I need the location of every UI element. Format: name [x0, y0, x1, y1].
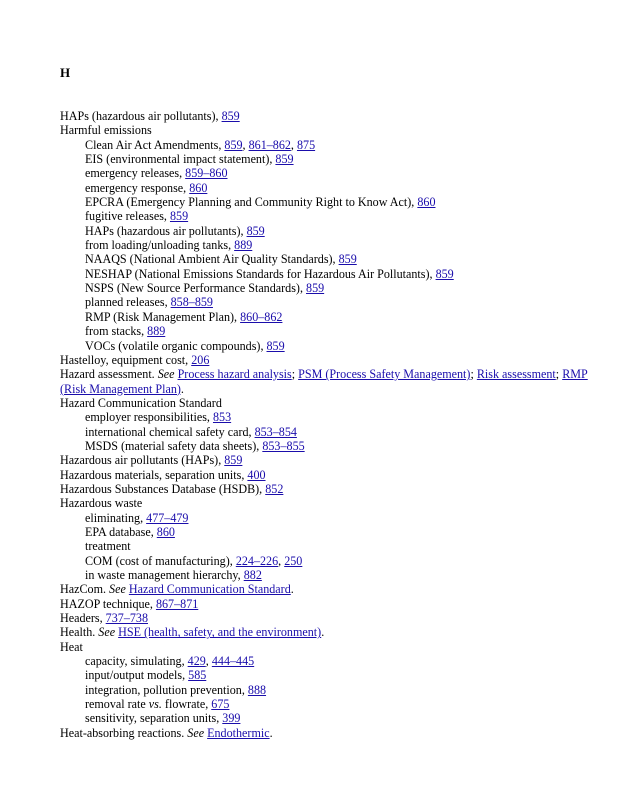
- index-entries: [60, 109, 595, 740]
- page-reference-link[interactable]: 858–859: [170, 295, 213, 310]
- index-entry: [60, 640, 595, 654]
- entry-text: HAPs (hazardous air pollutants),: [60, 109, 222, 123]
- index-entry: [60, 396, 595, 410]
- index-subentry: [60, 310, 595, 324]
- index-subentry: [60, 166, 595, 180]
- entry-text: Health.: [60, 625, 99, 640]
- page-reference-link[interactable]: 859–860: [185, 166, 228, 181]
- page-reference-link[interactable]: 860–862: [240, 309, 283, 324]
- entry-text: ;: [291, 367, 299, 382]
- index-entry: [60, 582, 595, 596]
- page-reference-link[interactable]: 737–738: [105, 611, 148, 626]
- see-reference-label: See: [109, 582, 126, 597]
- entry-text: HAPs (hazardous air pollutants),: [85, 223, 247, 238]
- see-reference-label: See: [157, 367, 175, 382]
- index-subentry: [60, 224, 595, 238]
- page-reference-link[interactable]: 224–226: [235, 553, 279, 568]
- entry-text: NAAQS (National Ambient Air Quality Standards),: [85, 252, 339, 267]
- page-reference-link[interactable]: 867–871: [155, 596, 199, 611]
- index-subentry: [60, 525, 595, 539]
- entry-text: ,: [242, 137, 249, 152]
- entry-text: MSDS (material safety data sheets),: [85, 438, 263, 453]
- entry-text: HazCom.: [60, 582, 110, 597]
- page-reference-link[interactable]: 429: [187, 654, 206, 669]
- entry-text: Hazardous air pollutants (HAPs),: [60, 453, 225, 468]
- page-reference-link[interactable]: 859: [435, 266, 454, 281]
- index-entry: [60, 353, 595, 367]
- entry-text: EIS (environmental impact statement),: [85, 152, 276, 167]
- index-subentry: [60, 568, 595, 582]
- index-subentry: [60, 152, 595, 166]
- page-reference-link[interactable]: 859: [169, 209, 189, 224]
- index-entry: [60, 453, 595, 467]
- entry-text: Hazardous waste: [60, 496, 143, 511]
- entry-text: ,: [278, 553, 285, 568]
- index-entry: [60, 625, 595, 639]
- page-reference-link[interactable]: 400: [247, 467, 266, 482]
- page-reference-link[interactable]: 853–854: [254, 424, 297, 439]
- entry-text: ,: [205, 654, 212, 669]
- entry-text: sensitivity, separation units,: [85, 711, 223, 726]
- see-reference-label: See: [187, 725, 205, 740]
- index-subentry: [60, 339, 595, 353]
- entry-text: .: [269, 725, 273, 740]
- page-reference-link[interactable]: Hazard Communication Standard: [128, 582, 291, 597]
- page-reference-link[interactable]: 860: [417, 195, 436, 210]
- index-subentry: [60, 511, 595, 525]
- index-subentry: [60, 554, 595, 568]
- index-subentry: [60, 711, 595, 725]
- index-entry: [60, 109, 595, 123]
- index-subentry: [60, 209, 595, 223]
- entry-text: Hazardous Substances Database (HSDB),: [60, 481, 266, 496]
- page-reference-link[interactable]: PSM (Process Safety Management): [298, 367, 471, 382]
- index-subentry: [60, 425, 595, 439]
- index-subentry: [60, 267, 595, 281]
- page-reference-link[interactable]: 889: [147, 324, 166, 339]
- page-reference-link[interactable]: HSE (health, safety, and the environment): [118, 625, 322, 640]
- page-reference-link[interactable]: 859: [338, 252, 357, 267]
- index-entry: [60, 123, 595, 137]
- page-reference-link[interactable]: 399: [222, 711, 241, 726]
- index-subentry: [60, 683, 595, 697]
- entry-text: VOCs (volatile organic compounds),: [85, 338, 267, 353]
- entry-text: Hazard assessment.: [60, 367, 158, 382]
- index-entry: [60, 611, 595, 625]
- page-reference-link[interactable]: 859: [224, 453, 243, 468]
- index-subentry: [60, 238, 595, 252]
- index-subentry: [60, 668, 595, 682]
- entry-text: integration, pollution prevention,: [85, 682, 248, 697]
- entry-text: .: [290, 582, 294, 597]
- entry-text: HAZOP technique,: [60, 596, 156, 611]
- page-reference-link[interactable]: 875: [296, 137, 316, 152]
- index-entry: [60, 496, 595, 510]
- page-reference-link[interactable]: Endothermic: [207, 725, 270, 740]
- page-reference-link[interactable]: 859: [275, 152, 294, 167]
- see-reference-label: vs.: [148, 697, 162, 712]
- index-entry: [60, 482, 595, 496]
- entry-text: treatment: [85, 539, 131, 554]
- index-entry: [60, 726, 595, 740]
- entry-text: flowrate,: [161, 697, 212, 712]
- page-reference-link[interactable]: 853: [212, 410, 232, 425]
- page-reference-link[interactable]: 859: [306, 281, 325, 296]
- entry-text: Clean Air Act Amendments,: [85, 137, 225, 152]
- entry-text: capacity, simulating,: [85, 654, 188, 669]
- index-entry: [60, 597, 595, 611]
- page-reference-link[interactable]: 882: [243, 568, 262, 582]
- page-reference-link[interactable]: 477–479: [146, 510, 189, 525]
- page-reference-link[interactable]: 859: [221, 109, 240, 123]
- page-reference-link[interactable]: 860: [156, 524, 175, 539]
- page-reference-link[interactable]: 444–445: [211, 654, 255, 669]
- entry-text: EPA database,: [85, 524, 157, 539]
- index-subentry: [60, 195, 595, 209]
- page-reference-link[interactable]: 853–855: [262, 438, 305, 453]
- page-reference-link[interactable]: 888: [247, 682, 267, 697]
- entry-text: ,: [290, 137, 297, 152]
- entry-text: EPCRA (Emergency Planning and Community Right to Know Act),: [85, 195, 418, 210]
- entry-text: planned releases,: [85, 295, 171, 310]
- index-subentry: [60, 181, 595, 195]
- index-subentry: [60, 539, 595, 553]
- entry-text: NESHAP (National Emissions Standards for Hazardous Air Pollutants),: [85, 266, 436, 281]
- entry-text: in waste management hierarchy,: [85, 568, 244, 582]
- page-reference-link[interactable]: Process hazard analysis: [177, 367, 292, 382]
- entry-text: Heat: [60, 639, 83, 654]
- entry-text: Harmful emissions: [60, 123, 152, 138]
- index-entry: [60, 367, 595, 396]
- index-subentry: [60, 138, 595, 152]
- entry-text: from loading/unloading tanks,: [85, 238, 235, 253]
- page-reference-link[interactable]: 206: [191, 352, 210, 367]
- page-reference-link[interactable]: 859: [224, 137, 243, 152]
- entry-text: NSPS (New Source Performance Standards),: [85, 281, 307, 296]
- entry-text: emergency releases,: [85, 166, 186, 181]
- page-reference-link[interactable]: 250: [284, 553, 303, 568]
- section-letter-heading: H: [60, 65, 71, 80]
- entry-text: employer responsibilities,: [85, 410, 213, 425]
- entry-text: Hazardous materials, separation units,: [60, 467, 248, 482]
- entry-text: COM (cost of manufacturing),: [85, 553, 236, 568]
- entry-text: Heat-absorbing reactions.: [60, 725, 188, 740]
- page-reference-link[interactable]: 859: [246, 223, 265, 238]
- entry-text: ;: [555, 367, 563, 382]
- index-subentry: [60, 281, 595, 295]
- page-reference-link[interactable]: 585: [188, 668, 207, 683]
- entry-text: emergency response,: [85, 180, 190, 195]
- index-subentry: [60, 439, 595, 453]
- entry-text: from stacks,: [85, 324, 148, 339]
- entry-text: .: [321, 625, 325, 640]
- index-subentry: [60, 654, 595, 668]
- entry-text: RMP (Risk Management Plan),: [85, 309, 241, 324]
- page-reference-link[interactable]: 852: [265, 481, 284, 496]
- entry-text: international chemical safety card,: [85, 424, 255, 439]
- index-subentry: [60, 252, 595, 266]
- page-reference-link[interactable]: 675: [211, 697, 230, 712]
- page-reference-link[interactable]: 860: [189, 180, 208, 195]
- index-entry: [60, 468, 595, 482]
- entry-text: .: [180, 381, 184, 396]
- entry-text: input/output models,: [85, 668, 189, 683]
- index-subentry: [60, 697, 595, 711]
- index-subentry: [60, 324, 595, 338]
- index-subentry: [60, 410, 595, 424]
- entry-text: removal rate: [85, 697, 149, 712]
- entry-text: Hastelloy, equipment cost,: [60, 352, 192, 367]
- page-reference-link[interactable]: 889: [234, 238, 253, 253]
- entry-text: Headers,: [60, 611, 106, 626]
- entry-text: Hazard Communication Standard: [60, 395, 222, 410]
- index-subentry: [60, 295, 595, 309]
- page-reference-link[interactable]: RMP (Risk Management Plan): [60, 367, 588, 396]
- see-reference-label: See: [98, 625, 116, 640]
- entry-text: fugitive releases,: [85, 209, 170, 224]
- page-reference-link[interactable]: 859: [266, 338, 285, 353]
- entry-text: eliminating,: [85, 510, 147, 525]
- page-reference-link[interactable]: 861–862: [248, 137, 291, 152]
- page-reference-link[interactable]: Risk assessment: [476, 367, 556, 382]
- entry-text: ;: [470, 367, 477, 382]
